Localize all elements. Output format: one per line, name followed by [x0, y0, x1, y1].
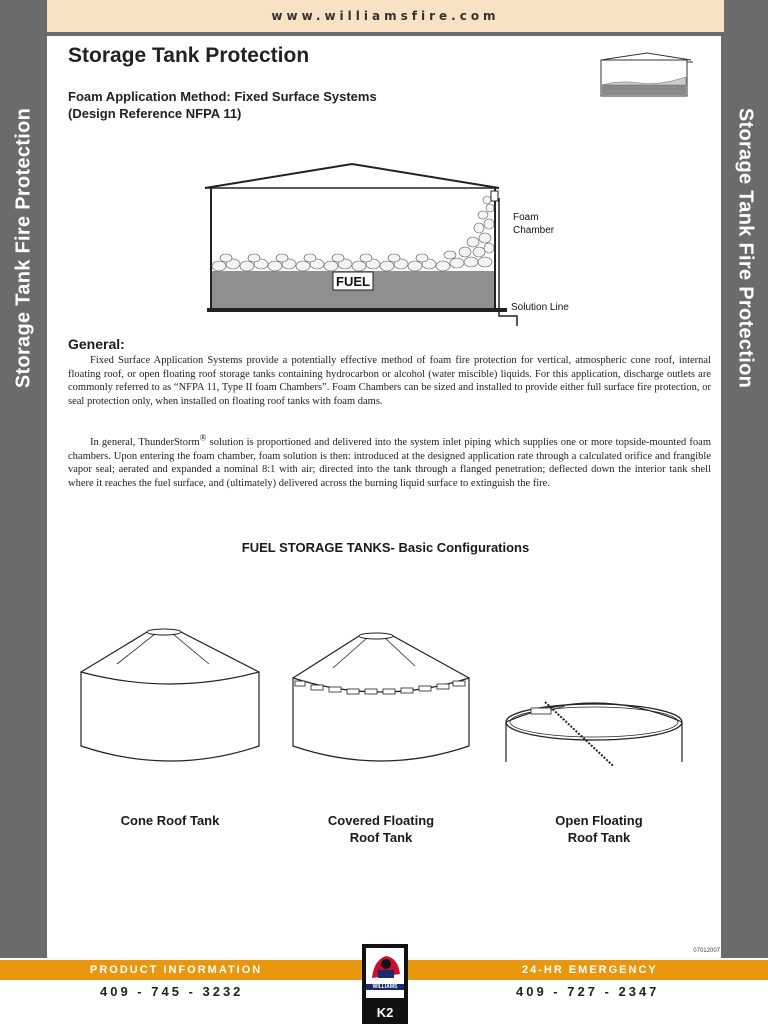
footer [0, 958, 768, 1024]
product-info-phone[interactable]: 409 - 745 - 3232 [100, 984, 244, 999]
covered-floating-label-1: Covered Floating [327, 813, 435, 828]
page-title: Storage Tank Protection [68, 44, 310, 67]
firefighter-logo-icon [366, 948, 404, 984]
general-paragraph-2 [68, 432, 711, 490]
cone-roof-label [95, 812, 245, 829]
paragraph-2-start: In general, ThunderStorm [90, 437, 200, 448]
subtitle-method: Foam Application Method: Fixed Surface Systems [68, 89, 377, 104]
cone-roof-tank-icon [77, 626, 263, 766]
solution-line-label: Solution Line [511, 302, 569, 313]
foam-bubbles [212, 196, 494, 271]
general-paragraph-1 [68, 354, 711, 408]
website-url[interactable]: www.williamsfire.com [47, 0, 724, 32]
registered-mark: ® [199, 432, 207, 443]
paragraph-1-text: Fixed Surface Application Systems provide a potentially effective method of foam fire protection for vertical, atmospheric cone roof, internal floating roof, or open floating roof storage tanks containing hydrocarbon or alcohol (water miscible) liquids. For this application, discharge outlets are commonly referred to as “NFPA 11, Type II foam Chambers”. Foam Chambers can be sized and installed to provide either full surface fire protection, or seal protection only, when installed on floating roof tanks with foam dams. [68, 355, 711, 407]
open-floating-label [524, 812, 674, 846]
paragraph-2-rest: solution is proportioned and delivered into the system inlet piping which supplies one or more topside-mounted foam chambers. Upon entering the foam chamber, foam solution is then: introduced at the designed application rate through a calculated orifice and frangible vapor seal; aerated and expanded a nominal 8:1 with air; directed into the tank through a flanged penetration; deflected down the interior tank shell where it reaches the fuel surface, and (ultimately) delivered across the burning liquid surface to extinguish the fire. [68, 437, 711, 489]
williams-logo [362, 944, 408, 1024]
page-number: K2 [376, 1005, 394, 1020]
cone-roof-label-text: Cone Roof Tank [120, 813, 220, 828]
tank-roof [205, 164, 499, 188]
tank-thumbnail-icon [599, 52, 695, 102]
right-side-banner [721, 36, 768, 958]
logo-wordmark: WILLIAMS [366, 984, 404, 990]
right-banner-text: Storage Tank Fire Protection [734, 107, 756, 389]
configurations-title: FUEL STORAGE TANKS- Basic Configurations [241, 540, 530, 555]
left-side-banner [0, 36, 47, 958]
top-bar [0, 0, 768, 36]
fuel-label: FUEL [336, 274, 370, 289]
emergency-phone[interactable]: 409 - 727 - 2347 [516, 984, 660, 999]
open-floating-label-2: Roof Tank [567, 830, 631, 845]
covered-floating-label [306, 812, 456, 846]
covered-floating-label-2: Roof Tank [349, 830, 413, 845]
page-subtitle [68, 88, 377, 122]
subtitle-reference: (Design Reference NFPA 11) [68, 106, 242, 121]
product-information-label: PRODUCT INFORMATION [90, 964, 263, 976]
tank-base [207, 308, 507, 312]
covered-floating-roof-tank-icon [289, 626, 475, 766]
page-content [47, 36, 724, 958]
general-heading: General: [68, 336, 125, 352]
emergency-label: 24-HR EMERGENCY [522, 964, 658, 976]
fixed-surface-diagram [197, 158, 587, 328]
foam-chamber-icon [491, 191, 498, 201]
date-code: 07012007 [693, 948, 720, 954]
foam-chamber-label-1: Foam [513, 212, 539, 223]
left-banner-text: Storage Tank Fire Protection [12, 107, 34, 389]
open-floating-label-1: Open Floating [555, 813, 643, 828]
open-floating-roof-tank-icon [501, 626, 687, 766]
foam-chamber-label-2: Chamber [513, 225, 555, 236]
